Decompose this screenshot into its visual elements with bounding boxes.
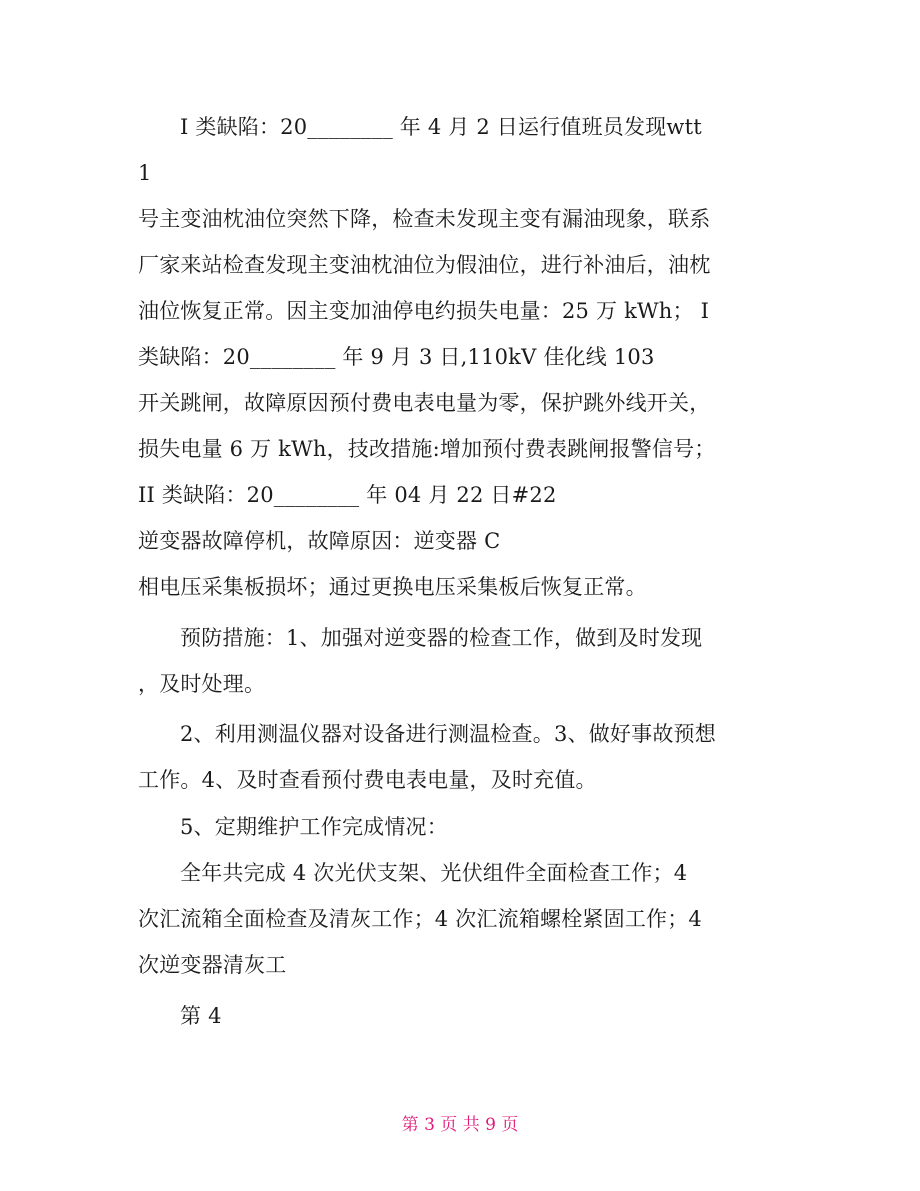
text-line-9: II 类缺陷：20________ 年 04 月 22 日#22	[138, 483, 557, 507]
text-line-10: 逆变器故障停机，故障原因：逆变器 C	[138, 529, 501, 553]
text-line-2: 1	[138, 161, 152, 185]
text-line-1: I 类缺陷：20________ 年 4 月 2 日运行值班员发现wtt	[180, 115, 702, 139]
text-line-17: 全年共完成 4 次光伏支架、光伏组件全面检查工作；4	[180, 861, 688, 885]
text-line-20: 第 4	[180, 1004, 222, 1028]
text-line-18: 次汇流箱全面检查及清灰工作；4 次汇流箱螺栓紧固工作；4	[138, 907, 702, 931]
text-line-13: ，及时处理。	[138, 672, 266, 696]
page-number-footer: 第 3 页 共 9 页	[401, 1115, 519, 1135]
text-line-15: 工作。4、及时查看预付费电表电量，及时充值。	[138, 768, 597, 792]
text-line-6: 类缺陷：20________ 年 9 月 3 日,110kV 佳化线 103	[138, 345, 655, 369]
text-line-11: 相电压采集板损坏；通过更换电压采集板后恢复正常。	[138, 575, 647, 599]
text-line-16: 5、定期维护工作完成情况：	[180, 815, 448, 839]
text-line-19: 次逆变器清灰工	[138, 953, 287, 977]
text-line-5: 油位恢复正常。因主变加油停电约损失电量：25 万 kWh； I	[138, 299, 710, 323]
text-line-3: 号主变油枕油位突然下降，检查未发现主变有漏油现象，联系	[138, 207, 711, 231]
text-line-12: 预防措施：1、加强对逆变器的检查工作，做到及时发现	[180, 626, 703, 650]
text-line-4: 厂家来站检查发现主变油枕油位为假油位，进行补油后，油枕	[138, 253, 711, 277]
text-line-7: 开关跳闸，故障原因预付费电表电量为零，保护跳外线开关，	[138, 391, 711, 415]
text-line-8: 损失电量 6 万 kWh，技改措施:增加预付费表跳闸报警信号；	[138, 437, 716, 461]
text-line-14: 2、利用测温仪器对设备进行测温检查。3、做好事故预想	[180, 722, 716, 746]
